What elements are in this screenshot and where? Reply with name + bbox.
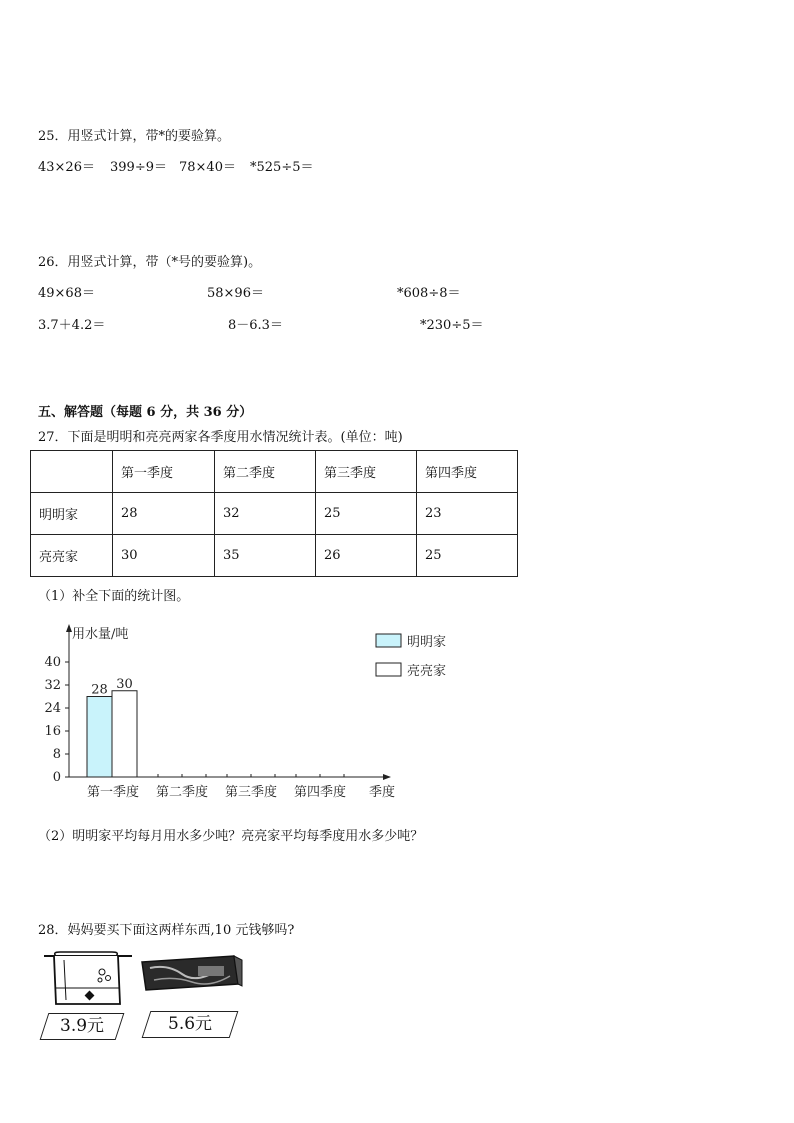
q26-problem-1: 49×68＝ bbox=[38, 286, 95, 301]
q28-title: 28．妈妈要买下面这两样东西,10 元钱够吗? bbox=[38, 923, 295, 938]
x-tick-label: 第四季度 bbox=[293, 785, 347, 800]
y-tick-label: 8 bbox=[52, 747, 61, 762]
y-tick-label: 16 bbox=[44, 724, 61, 739]
toothpaste-price: 5.6元 bbox=[167, 1014, 213, 1034]
q26-problem-6: *230÷5＝ bbox=[420, 318, 484, 333]
towel-price: 3.9元 bbox=[59, 1016, 105, 1036]
toothpaste-icon bbox=[138, 954, 244, 994]
table-cell: 35 bbox=[215, 535, 316, 577]
legend-label: 明明家 bbox=[407, 635, 447, 650]
table-cell: 28 bbox=[113, 493, 215, 535]
table-cell: 25 bbox=[417, 535, 518, 577]
legend-label: 亮亮家 bbox=[407, 664, 447, 679]
q26-problem-5: 8－6.3＝ bbox=[228, 318, 283, 333]
q25-title: 25．用竖式计算，带*的要验算。 bbox=[38, 129, 231, 144]
table-row bbox=[31, 535, 518, 577]
bar-data-label: 28 bbox=[91, 682, 108, 698]
table-header-cell: 第一季度 bbox=[113, 451, 215, 493]
table-cell: 32 bbox=[215, 493, 316, 535]
legend-swatch-亮亮家 bbox=[376, 663, 401, 676]
q27-sub1: （1）补全下面的统计图。 bbox=[38, 589, 190, 604]
table-cell: 30 bbox=[113, 535, 215, 577]
q27-title: 27．下面是明明和亮亮两家各季度用水情况统计表。(单位：吨) bbox=[38, 430, 403, 445]
y-tick-label: 0 bbox=[52, 770, 61, 785]
y-tick-label: 24 bbox=[44, 701, 61, 716]
toothpaste-price-tag bbox=[142, 1011, 239, 1038]
q26-title: 26．用竖式计算，带（*号的要验算)。 bbox=[38, 255, 262, 270]
table-header-cell: 第二季度 bbox=[215, 451, 316, 493]
x-tick-label: 第三季度 bbox=[224, 785, 278, 800]
q25-problem-1: 43×26＝ bbox=[38, 160, 95, 175]
legend-swatch-明明家 bbox=[376, 634, 401, 647]
q27-sub2: （2）明明家平均每月用水多少吨？亮亮家平均每季度用水多少吨？ bbox=[38, 829, 424, 844]
bar-明明家 bbox=[87, 697, 112, 778]
towel-price-tag bbox=[40, 1013, 125, 1040]
bar-data-label: 30 bbox=[116, 676, 133, 692]
bar-亮亮家 bbox=[112, 691, 137, 777]
table-cell: 23 bbox=[417, 493, 518, 535]
table-cell: 25 bbox=[316, 493, 417, 535]
water-usage-chart bbox=[30, 620, 470, 810]
q26-problem-2: 58×96＝ bbox=[207, 286, 264, 301]
table-cell: 亮亮家 bbox=[31, 535, 113, 577]
q26-problem-4: 3.7＋4.2＝ bbox=[38, 318, 106, 333]
table-header-cell: 第四季度 bbox=[417, 451, 518, 493]
y-tick-label: 32 bbox=[44, 678, 61, 693]
y-tick-label: 40 bbox=[44, 655, 61, 670]
section-title: 五、解答题（每题 6 分，共 36 分） bbox=[38, 405, 253, 420]
x-tick-label: 第二季度 bbox=[155, 785, 209, 800]
x-axis-label: 季度 bbox=[368, 785, 396, 800]
x-axis-arrow bbox=[383, 774, 391, 780]
table-header-row bbox=[31, 451, 518, 493]
q25-problem-2: 399÷9＝ bbox=[110, 160, 167, 175]
table-cell: 明明家 bbox=[31, 493, 113, 535]
table-cell: 26 bbox=[316, 535, 417, 577]
q25-problem-3: 78×40＝ bbox=[179, 160, 236, 175]
q25-problem-4: *525÷5＝ bbox=[250, 160, 314, 175]
table-row bbox=[31, 493, 518, 535]
table-header-cell bbox=[31, 451, 113, 493]
q26-problem-3: *608÷8＝ bbox=[397, 286, 461, 301]
water-usage-table bbox=[30, 450, 518, 577]
towel-icon bbox=[42, 948, 134, 1010]
table-header-cell: 第三季度 bbox=[316, 451, 417, 493]
x-tick-label: 第一季度 bbox=[86, 785, 140, 800]
y-axis-label: 用水量/吨 bbox=[72, 627, 129, 642]
